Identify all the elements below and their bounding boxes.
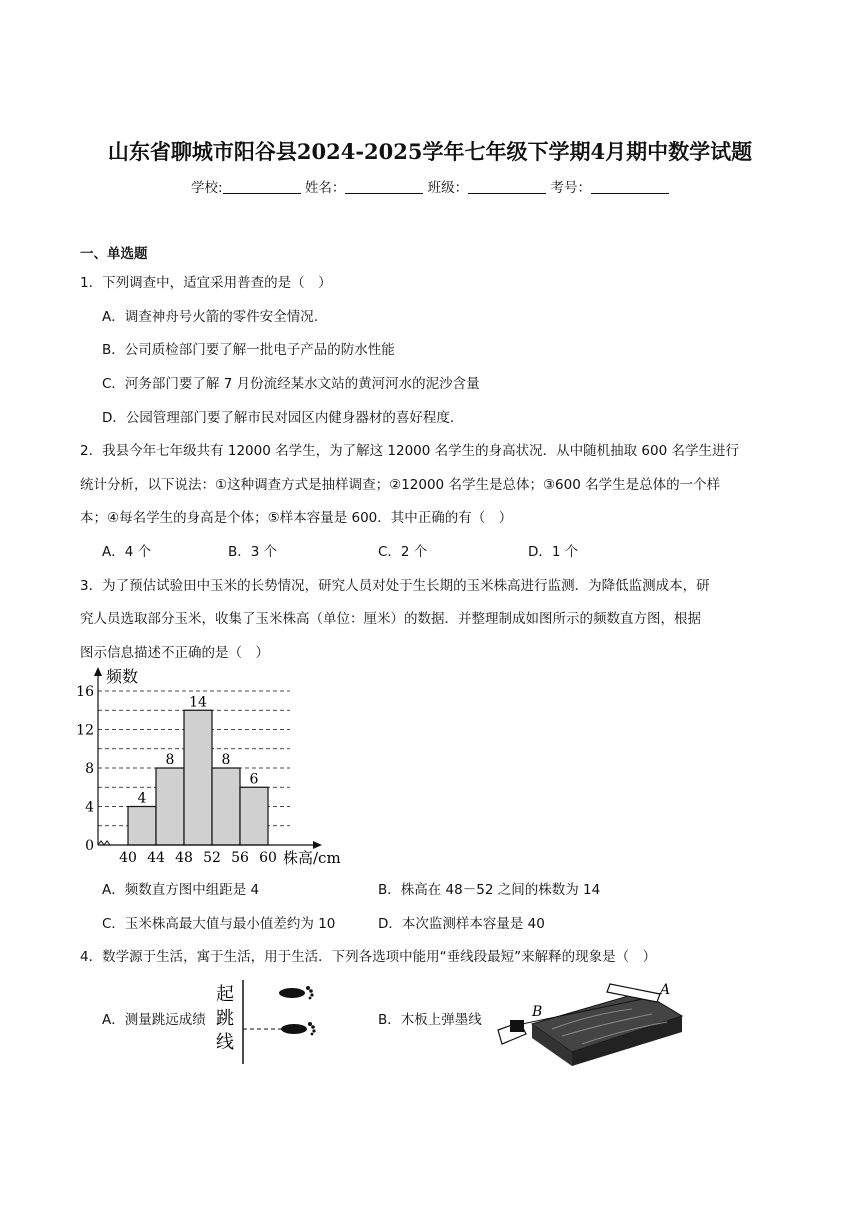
footprint-icon-bottom [281, 1022, 316, 1035]
y-tick-label: 16 [76, 684, 94, 700]
bar-value-label: 8 [221, 752, 231, 768]
bar-value-label: 14 [189, 694, 207, 711]
q1-option-d: D．公园管理部门要了解市民对园区内健身器材的喜好程度. [102, 410, 455, 426]
q2-option-b: B．3 个 [228, 544, 278, 560]
q1-option-a: A．调查神舟号火箭的零件安全情况. [102, 309, 319, 325]
q3-line-3: 图示信息描述不正确的是（ ） [80, 645, 269, 661]
section-title: 一、单选题 [80, 246, 148, 262]
ink-box-icon [510, 1020, 524, 1032]
y-tick-label: 8 [85, 761, 94, 777]
ink-line-board-figure [492, 974, 690, 1068]
q3-option-d: D．本次监测样本容量是 40 [378, 916, 545, 932]
class-blank[interactable] [468, 179, 546, 194]
y-tick-label: 12 [76, 722, 94, 739]
point-b-label: B [532, 1004, 543, 1020]
q3-option-a: A．频数直方图中组距是 4 [102, 882, 260, 898]
bar-value-label: 4 [137, 790, 147, 807]
q2-line-2: 统计分析，以下说法：①这种调查方式是抽样调查；②12000 名学生是总体；③600 名学生是总体的一个样 [80, 477, 721, 493]
takeoff-char-3: 线 [216, 1032, 234, 1053]
school-label: 学校: [191, 180, 223, 196]
takeoff-char-1: 起 [216, 984, 234, 1005]
long-jump-figure [212, 978, 322, 1066]
q2-option-c: C．2 个 [378, 544, 428, 560]
exam-no-blank[interactable] [591, 179, 669, 194]
histogram-bar [184, 710, 212, 845]
q3-line-2: 究人员选取部分玉米，收集了玉米株高（单位：厘米）的数据．并整理制成如图所示的频数直方图，根据 [80, 611, 701, 627]
x-tick-label: 52 [203, 850, 221, 866]
x-axis-arrow [313, 841, 322, 849]
x-tick-label: 60 [259, 850, 277, 866]
q4-option-a: A．测量跳远成绩 [102, 1012, 206, 1028]
q3-option-b: B．株高在 48－52 之间的株数为 14 [378, 882, 601, 898]
bar-value-label: 6 [249, 771, 259, 788]
y-axis-title: 频数 [106, 667, 139, 686]
q4-option-b: B．木板上弹墨线 [378, 1012, 482, 1028]
histogram-bar [156, 768, 184, 845]
x-tick-label: 56 [231, 850, 249, 866]
student-info-line [0, 176, 860, 196]
histogram-bar [240, 787, 268, 845]
x-tick-label: 44 [147, 850, 165, 866]
footprint-icon-top [279, 986, 314, 999]
q2-option-d: D．1 个 [528, 544, 579, 560]
name-blank[interactable] [345, 179, 423, 194]
school-blank[interactable] [223, 179, 301, 194]
point-a-label: A [660, 982, 671, 998]
page-title: 山东省聊城市阳谷县2024-2025学年七年级下学期4月期中数学试题 [107, 139, 753, 164]
q2-option-a: A．4 个 [102, 544, 152, 560]
q4-stem: 4．数学源于生活，寓于生活，用于生活．下列各选项中能用“垂线段最短”来解释的现象是（ ） [80, 949, 657, 965]
x-axis-title: 株高/cm [283, 849, 341, 867]
q3-line-1: 3．为了预估试验田中玉米的长势情况，研究人员对处于生长期的玉米株高进行监测．为降低监测成本，研 [80, 578, 710, 594]
q1-option-b: B．公司质检部门要了解一批电子产品的防水性能 [102, 342, 395, 358]
q1-stem: 1．下列调查中，适宜采用普查的是（ ） [80, 275, 332, 291]
q2-line-3: 本；④每名学生的身高是个体；⑤样本容量是 600．其中正确的有（ ） [80, 510, 513, 526]
q1-option-c: C．河务部门要了解 7 月份流经某水文站的黄河河水的泥沙含量 [102, 376, 480, 392]
y-tick-label: 0 [85, 838, 94, 854]
name-label: 姓名： [304, 180, 346, 196]
class-label: 班级： [427, 180, 469, 196]
x-tick-label: 48 [175, 850, 193, 866]
y-tick-label: 4 [85, 799, 94, 816]
bar-value-label: 8 [165, 752, 175, 768]
x-tick-label: 40 [119, 850, 137, 866]
q2-line-1: 2．我县今年七年级共有 12000 名学生，为了解这 12000 名学生的身高状况．从中随机抽取 600 名学生进行 [80, 443, 739, 459]
takeoff-char-2: 跳 [216, 1008, 234, 1029]
histogram-bar [128, 807, 156, 846]
exam-no-label: 考号： [550, 180, 591, 196]
y-axis-arrow [94, 667, 102, 676]
q3-option-c: C．玉米株高最大值与最小值差约为 10 [102, 916, 336, 932]
histogram-chart [78, 664, 368, 869]
histogram-bar [212, 768, 240, 845]
